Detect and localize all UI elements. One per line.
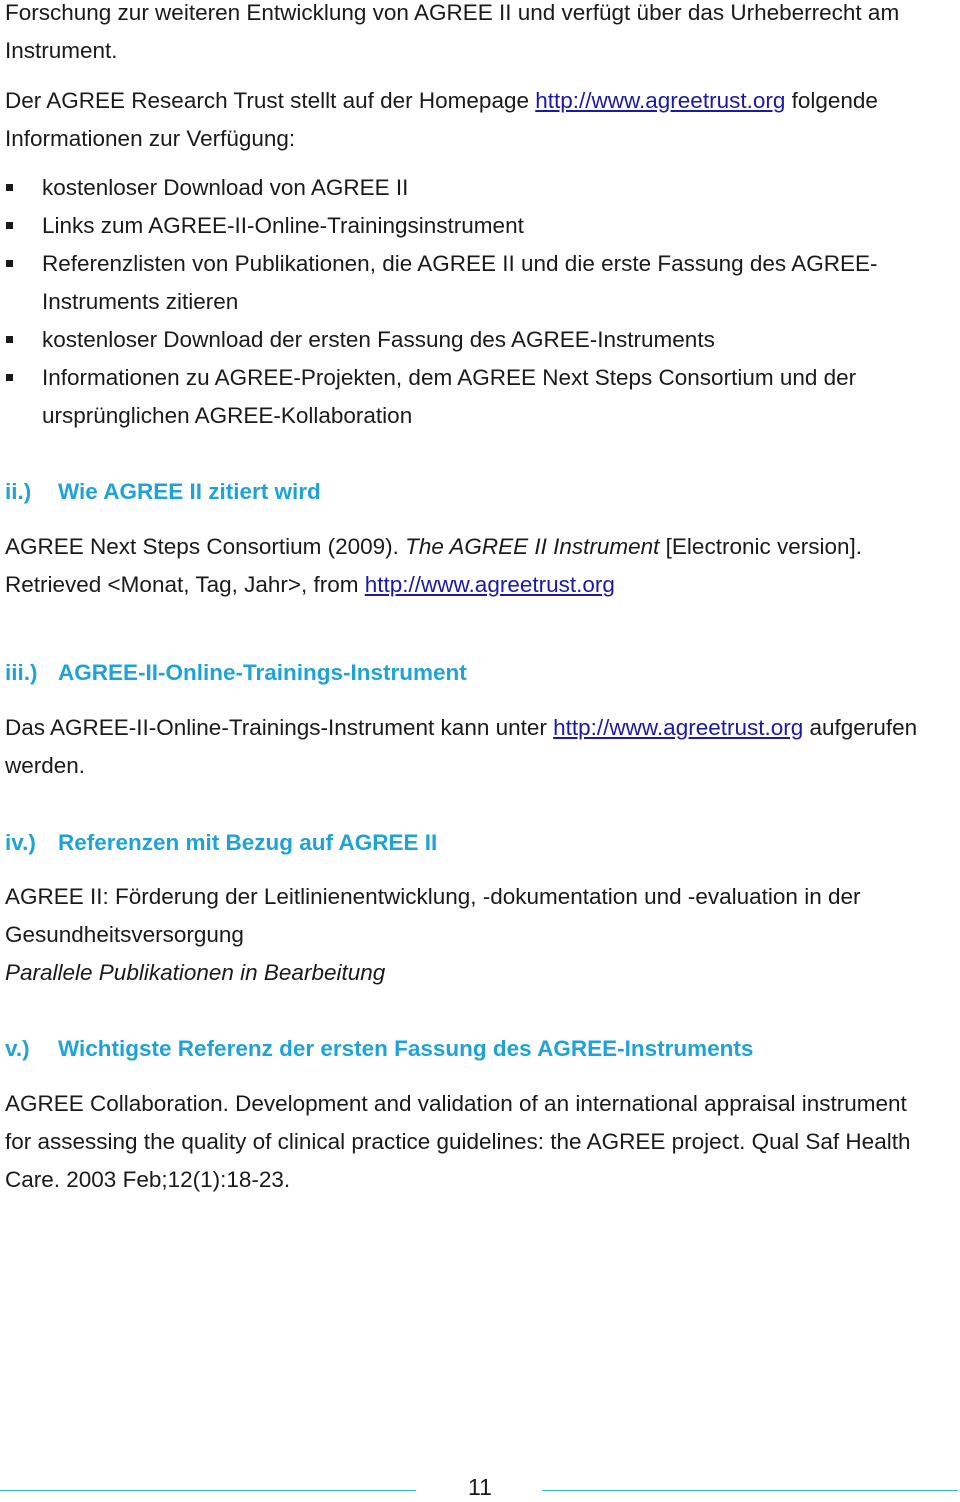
citation-link[interactable]: http://www.agreetrust.org: [364, 572, 615, 597]
intro-line-1: Forschung zur weiteren Entwicklung von AGREE II und verfügt über das Urheberrecht am: [5, 0, 900, 25]
retrieved-text: Retrieved <Monat, Tag, Jahr>, from: [5, 572, 365, 597]
section-title: Wie AGREE II zitiert wird: [58, 479, 321, 504]
section-number: iv.): [5, 830, 36, 855]
training-text-after: aufgerufen: [803, 715, 918, 740]
homepage-text-before: Der AGREE Research Trust stellt auf der Homepage: [5, 88, 536, 113]
bullet-text: Links zum AGREE-II-Online-Trainingsinstrument: [42, 213, 524, 238]
key-reference-line-3: Care. 2003 Feb;12(1):18-23.: [5, 1167, 291, 1192]
section-heading-ii: [5, 473, 321, 511]
homepage-paragraph: [5, 82, 954, 158]
list-item: [0, 169, 930, 207]
section-title: Wichtigste Referenz der ersten Fassung des AGREE-Instruments: [58, 1036, 754, 1061]
section-number: iii.): [5, 660, 38, 685]
square-bullet-icon: [6, 222, 13, 229]
bullet-text: kostenloser Download der ersten Fassung des AGREE-Instruments: [42, 327, 715, 352]
list-item: [0, 207, 930, 245]
citation-end: [Electronic version].: [659, 534, 862, 559]
citation-start: AGREE Next Steps Consortium (2009).: [5, 534, 406, 559]
key-reference-line-1: AGREE Collaboration. Development and validation of an international appraisal instrument: [5, 1091, 907, 1116]
intro-line-2: Instrument.: [5, 38, 118, 63]
homepage-link[interactable]: http://www.agreetrust.org: [535, 88, 786, 113]
section-title: AGREE-II-Online-Trainings-Instrument: [58, 660, 467, 685]
training-text-before: Das AGREE-II-Online-Trainings-Instrument kann unter: [5, 715, 554, 740]
bullet-text: kostenloser Download von AGREE II: [42, 175, 409, 200]
bullet-text: Informationen zu AGREE-Projekten, dem AGREE Next Steps Consortium und der: [42, 365, 857, 390]
section-title: Referenzen mit Bezug auf AGREE II: [58, 830, 438, 855]
references-line-2: Gesundheitsversorgung: [5, 922, 244, 947]
square-bullet-icon: [6, 184, 13, 191]
page-number: 11: [468, 1474, 492, 1500]
training-paragraph: [5, 709, 954, 785]
bullet-text-cont: Instruments zitieren: [42, 289, 239, 314]
citation-title: The AGREE II Instrument: [405, 534, 660, 559]
intro-paragraph: [5, 0, 954, 70]
homepage-text-after: folgende: [785, 88, 878, 113]
bullet-text-cont: ursprünglichen AGREE-Kollaboration: [42, 403, 413, 428]
references-line-1: AGREE II: Förderung der Leitlinienentwicklung, -dokumentation und -evaluation in der: [5, 884, 861, 909]
references-paragraph: [5, 878, 954, 992]
references-italic-line: Parallele Publikationen in Bearbeitung: [5, 960, 386, 985]
square-bullet-icon: [6, 374, 13, 381]
training-text-line-2: werden.: [5, 753, 86, 778]
section-number: ii.): [5, 479, 32, 504]
section-heading-v: [5, 1030, 753, 1068]
key-reference-paragraph: [5, 1085, 954, 1199]
homepage-text-line-2: Informationen zur Verfügung:: [5, 126, 296, 151]
info-bullet-list: [0, 169, 930, 435]
section-heading-iv: [5, 824, 437, 862]
key-reference-line-2: for assessing the quality of clinical practice guidelines: the AGREE project. Qual Saf Health: [5, 1129, 911, 1154]
training-link[interactable]: http://www.agreetrust.org: [553, 715, 804, 740]
square-bullet-icon: [6, 260, 13, 267]
list-item: [0, 245, 930, 321]
list-item: [0, 359, 930, 435]
list-item: [0, 321, 930, 359]
section-heading-iii: [5, 654, 467, 692]
square-bullet-icon: [6, 336, 13, 343]
citation-paragraph: [5, 528, 954, 604]
footer-rule-left: [0, 1490, 416, 1491]
bullet-text: Referenzlisten von Publikationen, die AGREE II und die erste Fassung des AGREE-: [42, 251, 878, 276]
section-number: v.): [5, 1036, 30, 1061]
footer-rule-right: [542, 1490, 958, 1491]
